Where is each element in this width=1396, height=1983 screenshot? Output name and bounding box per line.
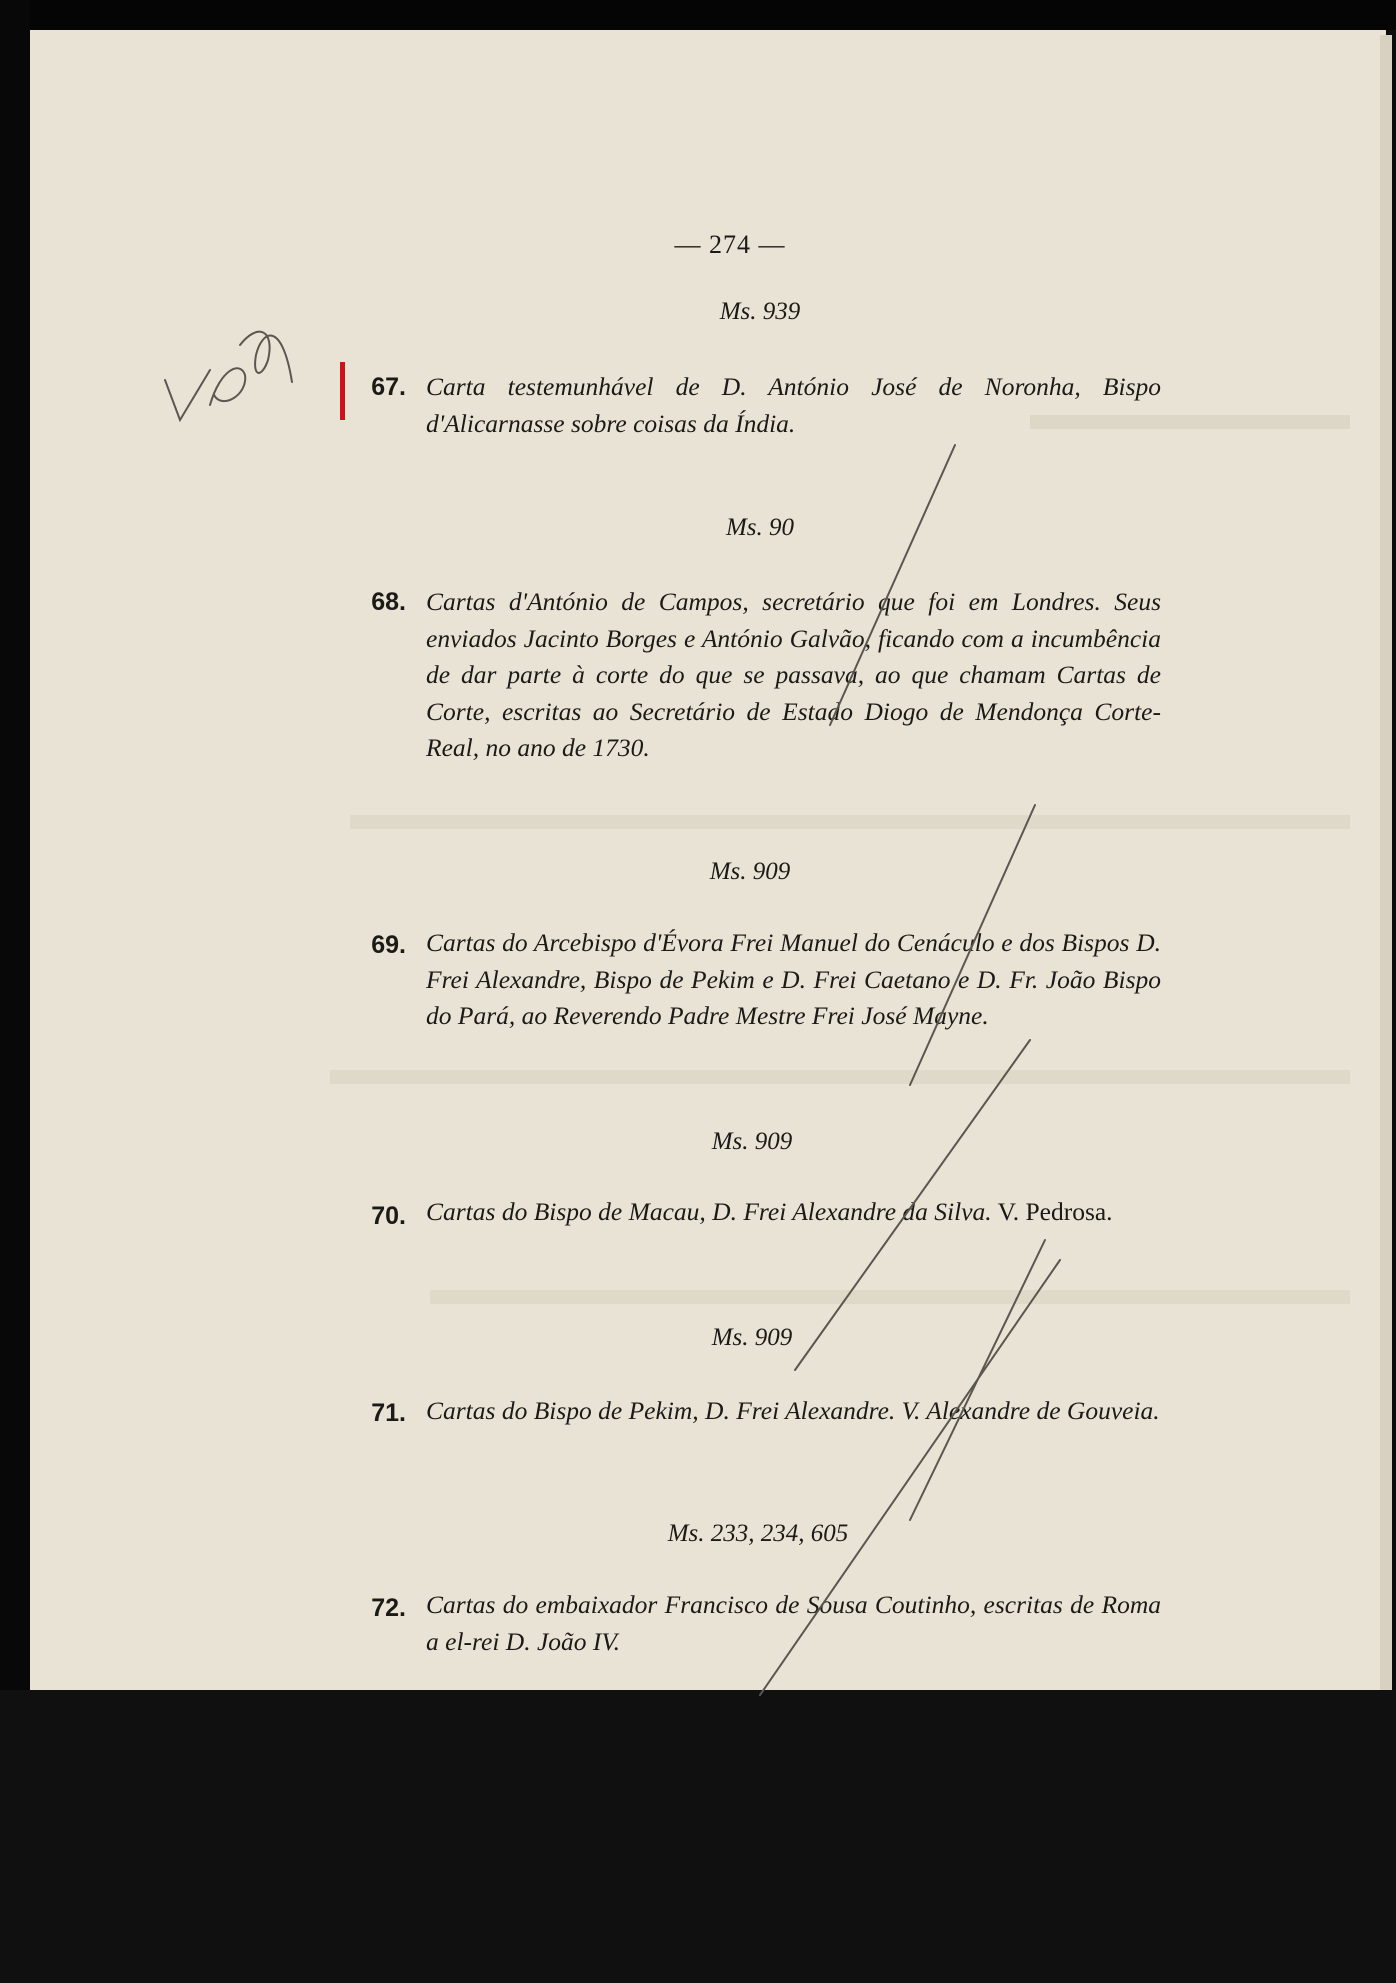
entry-text: Cartas d'António de Campos, secretário que foi em Londres. Seus enviados Jacinto Borges e António Galvão, ficando com a incumbência de dar parte à corte do que se passava, ao que chamam Cartas de Corte, escritas ao Secretário de Estado Diogo de Mendonça Corte-Real, no ano de 1730. [426, 587, 1161, 762]
handwritten-initials [165, 332, 292, 420]
pencil-slash-line [910, 805, 1035, 1085]
entry-number: 70. [371, 1202, 406, 1230]
manuscript-reference: Ms. 233, 234, 605 [667, 1520, 849, 1547]
entry-number: 72. [371, 1594, 406, 1622]
manuscript-reference: Ms. 909 [711, 1324, 793, 1351]
manuscript-reference: Ms. 909 [709, 858, 791, 885]
entry-number: 69. [371, 931, 406, 959]
cross-reference: V. Pedrosa. [991, 1197, 1113, 1226]
pencil-slash-line [830, 445, 955, 725]
entry-title: Cartas do Bispo de Macau, D. Frei Alexandre da Silva. [426, 1197, 992, 1226]
pencil-slash-line [760, 1260, 1060, 1695]
manuscript-reference: Ms. 90 [725, 514, 795, 541]
entry-text: Cartas do Bispo de Pekim, D. Frei Alexandre. V. Alexandre de Gouveia. [426, 1396, 1160, 1425]
manuscript-reference: Ms. 909 [711, 1128, 793, 1155]
entry-text: Cartas do embaixador Francisco de Sousa Coutinho, escritas de Roma a el-rei D. João IV. [426, 1590, 1161, 1656]
entry-number: 71. [371, 1399, 406, 1427]
page-number: — 274 — [674, 230, 786, 259]
entry-text: Carta testemunhável de D. António José de Noronha, Bispo d'Alicarnasse sobre coisas da Índia. [426, 372, 1161, 438]
entry-number: 68. [371, 588, 406, 616]
pencil-slash-line [795, 1040, 1030, 1370]
entry-number: 67. [371, 373, 406, 401]
entry-text: Cartas do Arcebispo d'Évora Frei Manuel do Cenáculo e dos Bispos D. Frei Alexandre, Bispo de Pekim e D. Frei Caetano e D. Fr. João Bispo do Pará, ao Reverendo Padre Mestre Frei José Mayne. [426, 928, 1161, 1030]
manuscript-reference: Ms. 939 [719, 298, 801, 325]
